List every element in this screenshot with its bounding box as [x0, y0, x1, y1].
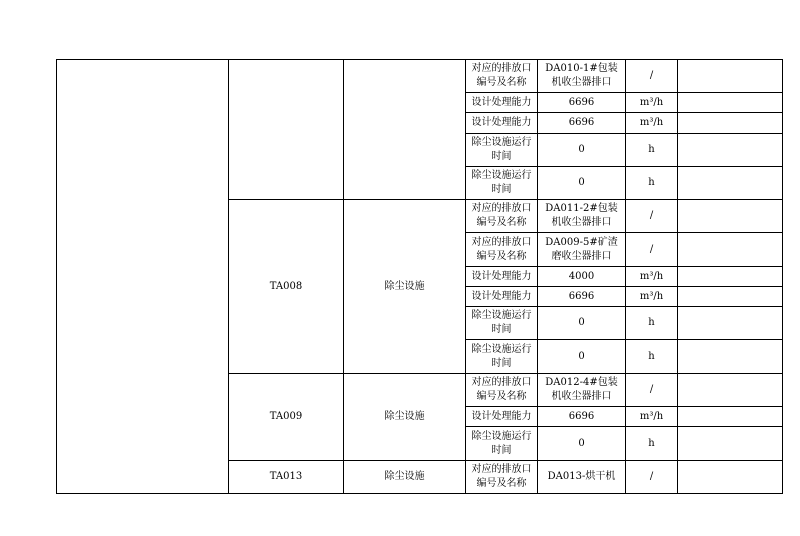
param-value-cell: 6696: [538, 287, 626, 307]
param-value-cell: 6696: [538, 407, 626, 427]
remark-cell: [678, 113, 783, 134]
remark-cell: [678, 233, 783, 267]
param-value-cell: 6696: [538, 93, 626, 113]
param-value-cell: DA011-2#包装 机收尘器排口: [538, 200, 626, 233]
param-label-cell: 对应的排放口 编号及名称: [466, 60, 538, 93]
remark-cell: [678, 307, 783, 340]
remark-cell: [678, 60, 783, 93]
param-unit-cell: h: [626, 307, 678, 340]
param-value-cell: DA009-5#矿渣 磨收尘器排口: [538, 233, 626, 267]
param-unit-cell: h: [626, 167, 678, 200]
param-label-cell: 设计处理能力: [466, 287, 538, 307]
param-unit-cell: h: [626, 427, 678, 461]
remark-cell: [678, 200, 783, 233]
param-label-cell: 除尘设施运行 时间: [466, 307, 538, 340]
param-unit-cell: m³/h: [626, 267, 678, 287]
facility-code-cell: [229, 60, 344, 200]
outer-blank-cell: [57, 60, 229, 494]
param-value-cell: DA012-4#包装 机收尘器排口: [538, 374, 626, 407]
param-label-cell: 除尘设施运行 时间: [466, 340, 538, 374]
param-value-cell: 0: [538, 167, 626, 200]
remark-cell: [678, 461, 783, 494]
param-unit-cell: /: [626, 233, 678, 267]
param-label-cell: 对应的排放口 编号及名称: [466, 461, 538, 494]
facility-parameter-table: [56, 59, 783, 494]
param-unit-cell: m³/h: [626, 93, 678, 113]
facility-type-cell: 除尘设施: [344, 200, 466, 374]
param-label-cell: 设计处理能力: [466, 267, 538, 287]
param-value-cell: 0: [538, 427, 626, 461]
param-label-cell: 对应的排放口 编号及名称: [466, 200, 538, 233]
facility-type-cell: 除尘设施: [344, 374, 466, 461]
param-value-cell: 4000: [538, 267, 626, 287]
remark-cell: [678, 407, 783, 427]
facility-code-cell: TA009: [229, 374, 344, 461]
remark-cell: [678, 167, 783, 200]
remark-cell: [678, 93, 783, 113]
param-label-cell: 对应的排放口 编号及名称: [466, 374, 538, 407]
param-label-cell: 对应的排放口 编号及名称: [466, 233, 538, 267]
table-row: [57, 60, 783, 93]
facility-code-cell: TA008: [229, 200, 344, 374]
remark-cell: [678, 374, 783, 407]
param-label-cell: 除尘设施运行 时间: [466, 427, 538, 461]
remark-cell: [678, 267, 783, 287]
param-unit-cell: h: [626, 134, 678, 167]
param-value-cell: DA010-1#包装 机收尘器排口: [538, 60, 626, 93]
param-unit-cell: h: [626, 340, 678, 374]
param-label-cell: 设计处理能力: [466, 113, 538, 134]
facility-type-cell: 除尘设施: [344, 461, 466, 494]
param-label-cell: 设计处理能力: [466, 93, 538, 113]
param-value-cell: 6696: [538, 113, 626, 134]
facility-code-cell: TA013: [229, 461, 344, 494]
param-unit-cell: /: [626, 200, 678, 233]
facility-type-cell: [344, 60, 466, 200]
param-unit-cell: m³/h: [626, 407, 678, 427]
param-unit-cell: m³/h: [626, 113, 678, 134]
param-value-cell: DA013-烘干机: [538, 461, 626, 494]
param-label-cell: 除尘设施运行 时间: [466, 134, 538, 167]
param-unit-cell: /: [626, 60, 678, 93]
remark-cell: [678, 287, 783, 307]
param-unit-cell: m³/h: [626, 287, 678, 307]
param-value-cell: 0: [538, 134, 626, 167]
remark-cell: [678, 340, 783, 374]
param-label-cell: 设计处理能力: [466, 407, 538, 427]
remark-cell: [678, 427, 783, 461]
param-label-cell: 除尘设施运行 时间: [466, 167, 538, 200]
param-unit-cell: /: [626, 461, 678, 494]
param-value-cell: 0: [538, 307, 626, 340]
param-value-cell: 0: [538, 340, 626, 374]
param-unit-cell: /: [626, 374, 678, 407]
remark-cell: [678, 134, 783, 167]
